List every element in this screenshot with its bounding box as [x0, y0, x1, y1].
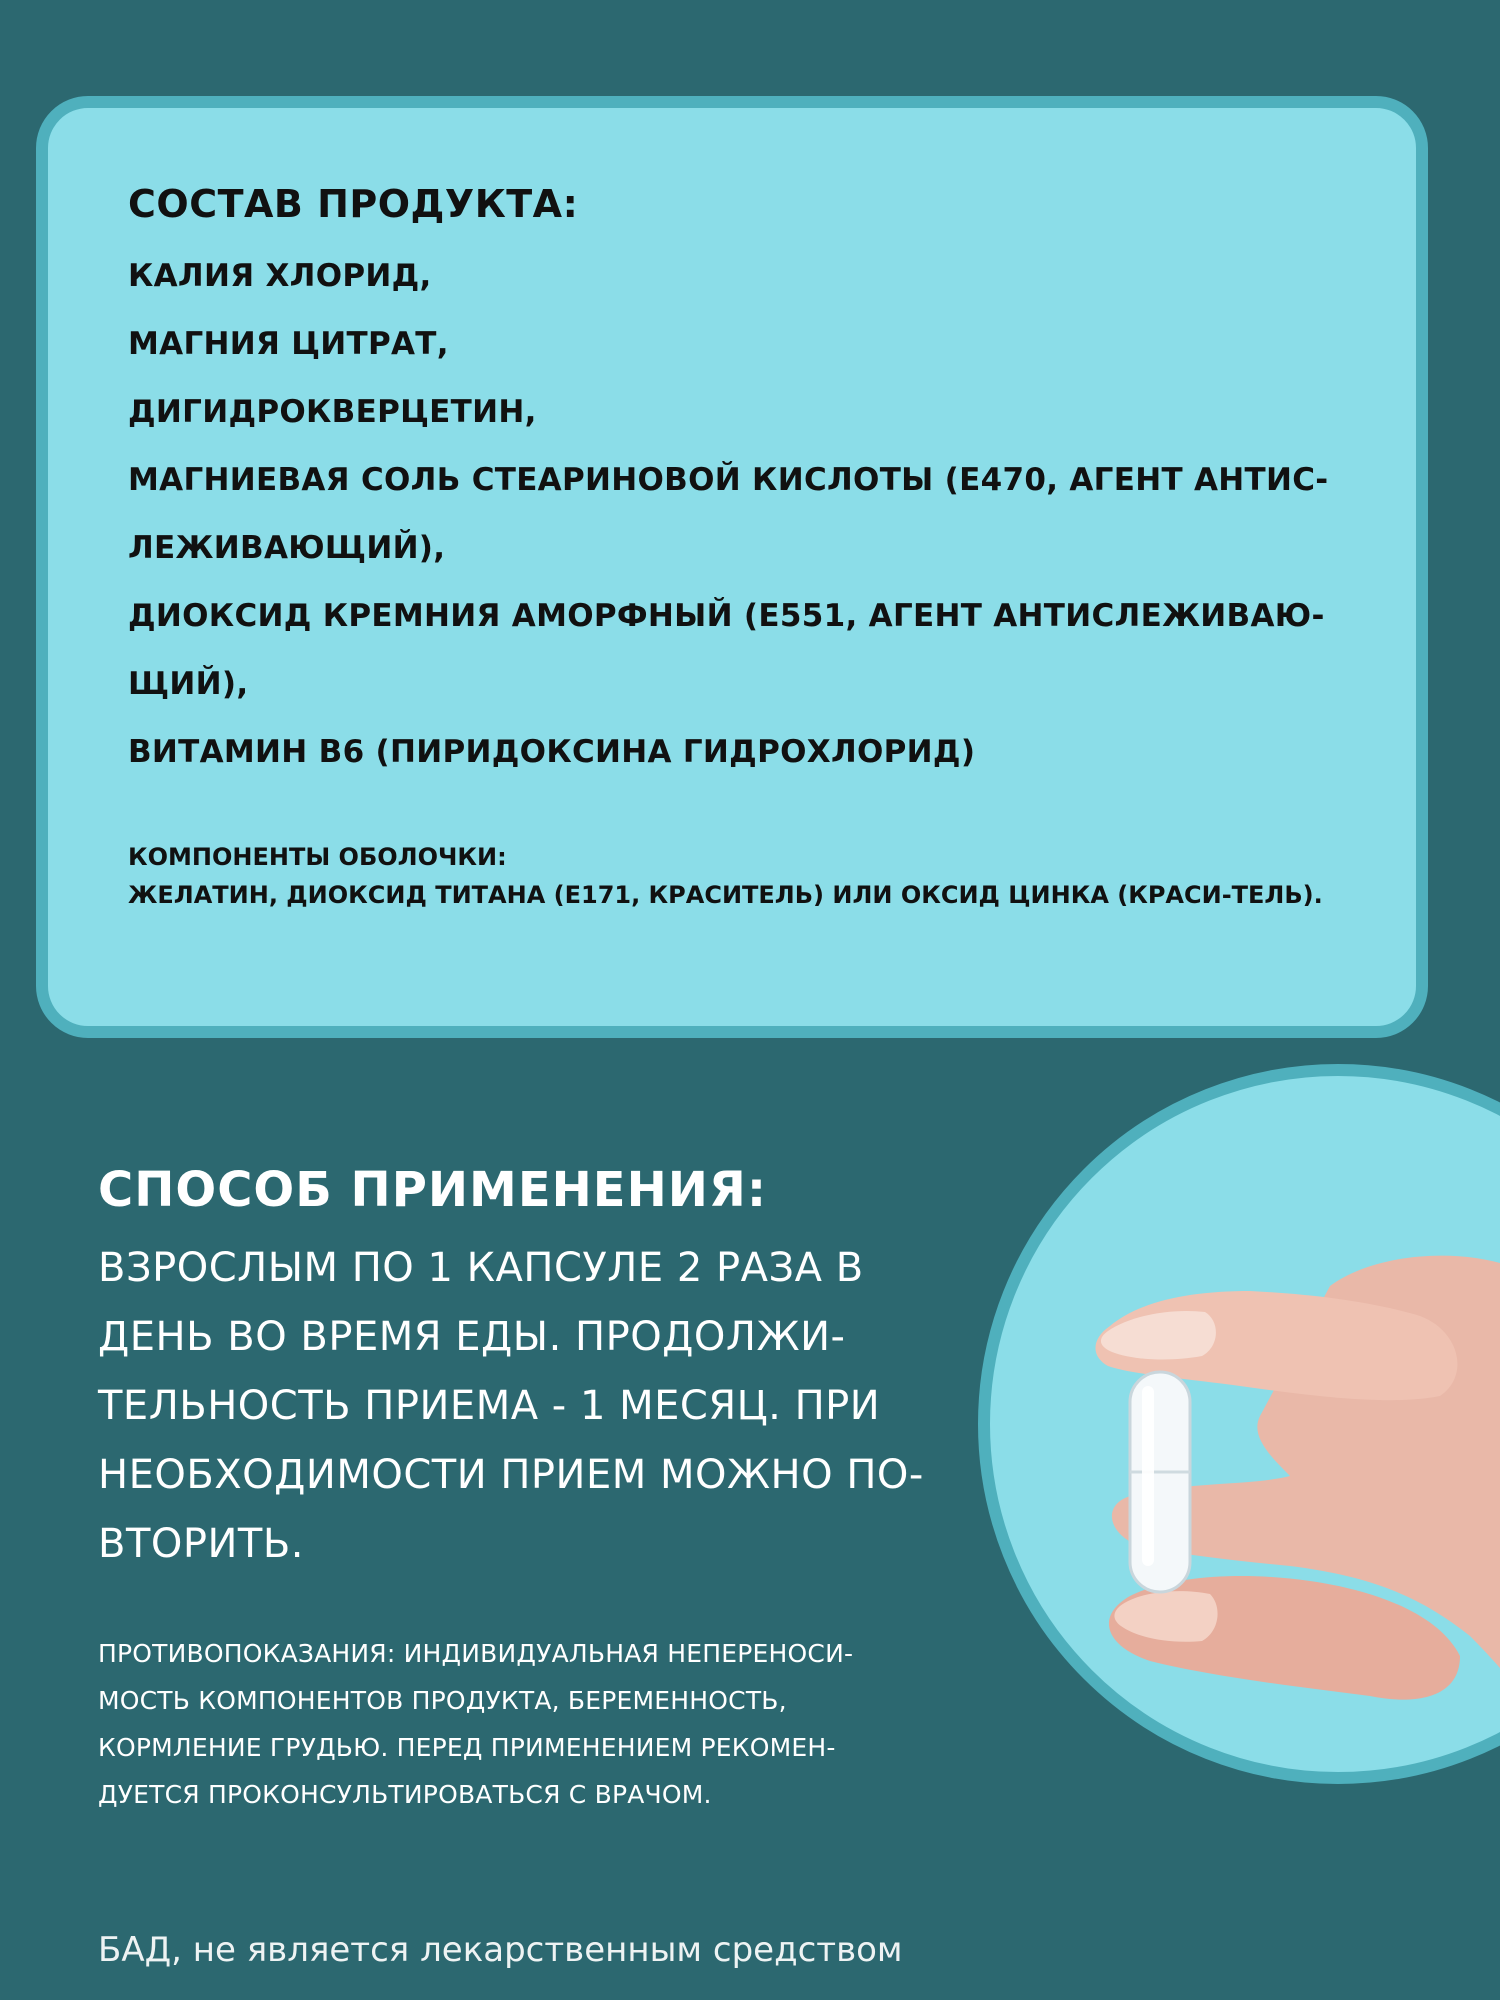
composition-line: ДИОКСИД КРЕМНИЯ АМОРФНЫЙ (Е551, АГЕНТ АНТИСЛЕЖИВАЮ- [128, 598, 1325, 634]
disclaimer-text: БАД, не является лекарственным средством [98, 1930, 903, 1970]
hand-capsule-image [978, 1064, 1500, 1784]
contraindications-text: ПРОТИВОПОКАЗАНИЯ: ИНДИВИДУАЛЬНАЯ НЕПЕРЕНОСИ-МОСТЬ КОМПОНЕНТОВ ПРОДУКТА, БЕРЕМЕННОСТЬ, КОРМЛЕНИЕ ГРУДЬЮ. ПЕРЕД ПРИМЕНЕНИЕМ РЕКОМЕН-ДУЕТСЯ ПРОКОНСУЛЬТИРОВАТЬСЯ С ВРАЧОМ. [98, 1639, 854, 1809]
capsule-icon [1130, 1372, 1190, 1592]
composition-line: ЛЕЖИВАЮЩИЙ), [128, 530, 446, 566]
usage-text: ВЗРОСЛЫМ ПО 1 КАПСУЛЕ 2 РАЗА В ДЕНЬ ВО ВРЕМЯ ЕДЫ. ПРОДОЛЖИ-ТЕЛЬНОСТЬ ПРИЕМА - 1 МЕСЯЦ. ПРИ НЕОБХОДИМОСТИ ПРИЕМ МОЖНО ПО-ВТОРИТЬ. [98, 1245, 924, 1567]
composition-line: ВИТАМИН В6 (ПИРИДОКСИНА ГИДРОХЛОРИД) [128, 734, 976, 770]
composition-line: МАГНИЕВАЯ СОЛЬ СТЕАРИНОВОЙ КИСЛОТЫ (Е470, АГЕНТ АНТИС- [128, 462, 1329, 498]
composition-content [128, 176, 1388, 914]
composition-card [36, 96, 1428, 1038]
composition-line: ДИГИДРОКВЕРЦЕТИН, [128, 394, 537, 430]
composition-line: МАГНИЯ ЦИТРАТ, [128, 326, 449, 362]
hand-holding-capsule-icon [990, 1076, 1500, 1784]
composition-line: КАЛИЯ ХЛОРИД, [128, 258, 432, 294]
usage-section [98, 1150, 938, 1579]
composition-title: СОСТАВ ПРОДУКТА: [128, 182, 579, 226]
usage-title: СПОСОБ ПРИМЕНЕНИЯ: [98, 1162, 768, 1218]
composition-line: ЩИЙ), [128, 666, 249, 702]
shell-components-text: ЖЕЛАТИН, ДИОКСИД ТИТАНА (Е171, КРАСИТЕЛЬ) ИЛИ ОКСИД ЦИНКА (КРАСИ-ТЕЛЬ). [128, 881, 1323, 909]
shell-components-title: КОМПОНЕНТЫ ОБОЛОЧКИ: [128, 843, 507, 871]
